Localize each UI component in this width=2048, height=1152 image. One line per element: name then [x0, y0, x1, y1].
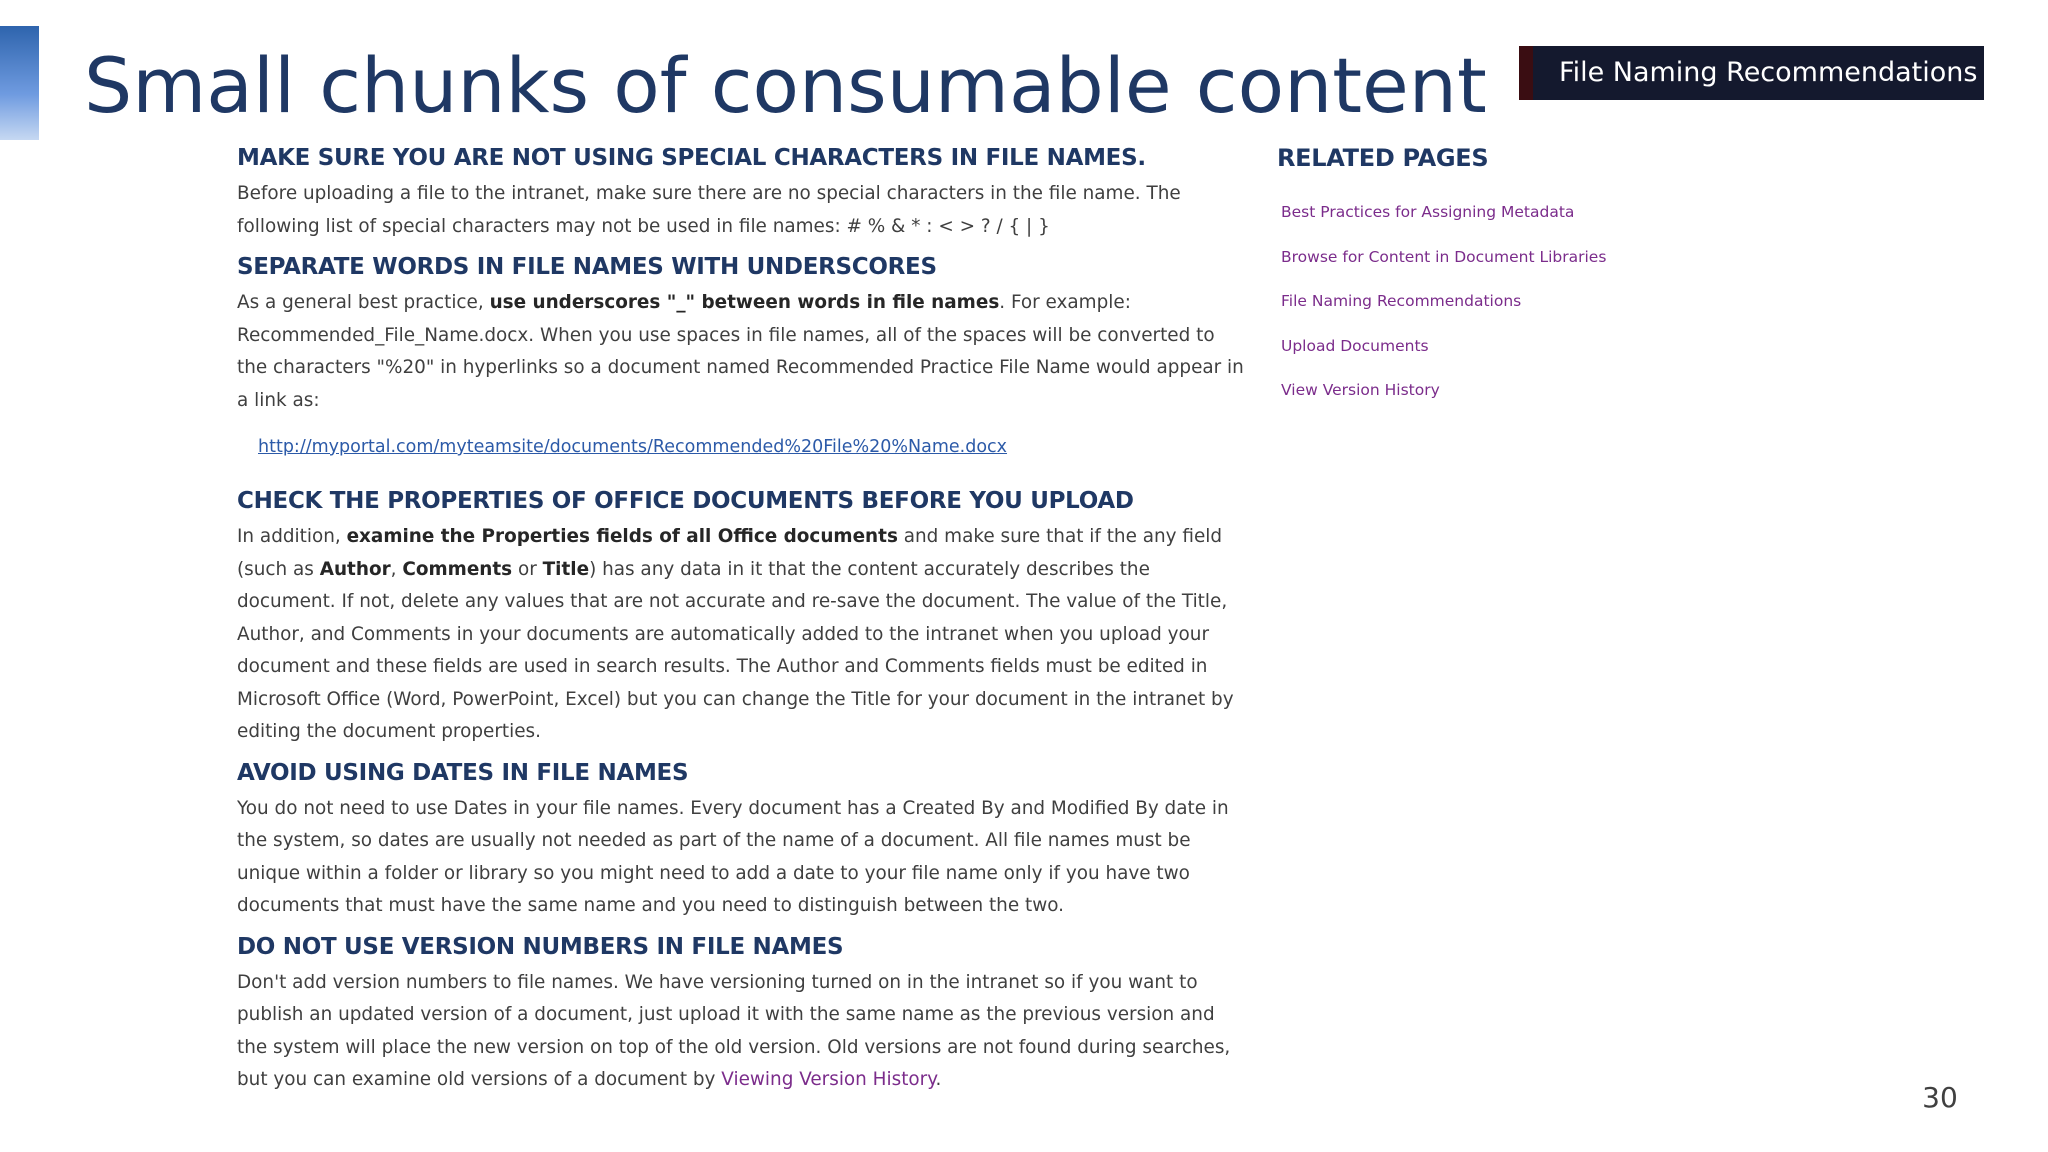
section-heading-version-numbers: DO NOT USE VERSION NUMBERS IN FILE NAMES: [237, 933, 844, 960]
related-pages-heading: RELATED PAGES: [1277, 144, 1489, 172]
section-text-dates: You do not need to use Dates in your file names. Every document has a Created By and Modified By date in the system, so dates are usually not needed as part of the name of a document. All file names must be unique within a folder or library so you might need to add a date to your file name only if you have two documents that must have the same name and you need to distinguish between the two.: [237, 797, 1229, 916]
section-heading-properties: CHECK THE PROPERTIES OF OFFICE DOCUMENTS BEFORE YOU UPLOAD: [237, 488, 1134, 514]
related-link-version-history[interactable]: View Version History: [1281, 381, 1440, 399]
slide-title: Small chunks of consumable content: [84, 41, 1487, 130]
viewing-version-history-link[interactable]: Viewing Version History: [721, 1069, 936, 1090]
callout-label: File Naming Recommendations: [1519, 46, 1984, 100]
example-url-link[interactable]: http://myportal.com/myteamsite/documents/Recommended%20File%20%Name.docx: [258, 437, 1008, 457]
document-screenshot: [237, 138, 1247, 1097]
related-pages-list: [1277, 190, 1697, 413]
related-link-file-naming[interactable]: File Naming Recommendations: [1281, 292, 1522, 310]
section-heading-special-characters: MAKE SURE YOU ARE NOT USING SPECIAL CHARACTERS IN FILE NAMES.: [237, 145, 1146, 171]
example-link-line: [237, 431, 1247, 463]
section-text-special-characters: Before uploading a file to the intranet, make sure there are no special characters in the file name. The following list of special characters may not be used in file names: # % & * : < > ? / { | }: [237, 183, 1181, 237]
related-link-assigning-metadata[interactable]: Best Practices for Assigning Metadata: [1281, 203, 1575, 221]
section-text-properties: In addition, examine the Properties fields of all Office documents and make sure that if the any field (such as Author, Comments or Title) has any data in it that the content accurately describes the document. If not, delete any values that are not accurate and re-save the document. The value of the Title, Author, and Comments in your documents are automatically added to the intranet when you upload your document and these fields are used in search results. The Author and Comments fields must be edited in Microsoft Office (Word, PowerPoint, Excel) but you can change the Title for your document in the intranet by editing the document properties.: [237, 526, 1234, 742]
page-number: 30: [1922, 1081, 1958, 1114]
related-link-browse-content[interactable]: Browse for Content in Document Libraries: [1281, 247, 1607, 266]
section-text-underscores: As a general best practice, use underscores "_" between words in file names. For example: Recommended_File_Name.docx. When you use spaces in file names, all of the spaces will be converted to the characters "%20" in hyperlinks so a document named Recommended Practice File Name would appear in a link as:: [237, 292, 1244, 411]
section-heading-dates: AVOID USING DATES IN FILE NAMES: [237, 759, 689, 786]
section-heading-underscores: SEPARATE WORDS IN FILE NAMES WITH UNDERSCORES: [237, 254, 937, 280]
related-link-upload-documents[interactable]: Upload Documents: [1281, 336, 1429, 355]
related-pages-panel: [1277, 138, 1697, 413]
section-text-version-numbers: Don't add version numbers to file names. We have versioning turned on in the intranet so if you want to publish an updated version of a document, just upload it with the same name as the previous version and the system will place the new version on top of the old version. Old versions are not found during searches, but you can examine old versions of a document by Viewing Version History.: [237, 971, 1231, 1090]
title-accent-bar: [0, 26, 39, 140]
emphasis-underscores: use underscores "_" between words in file names: [489, 292, 1000, 313]
